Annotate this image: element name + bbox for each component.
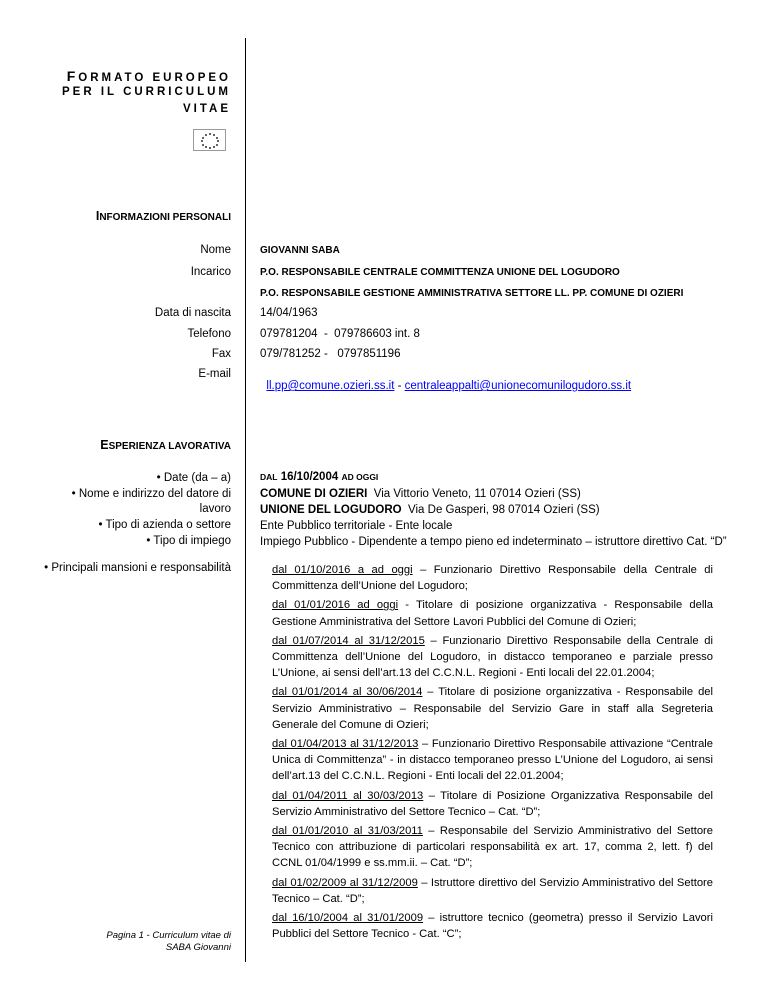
email-link-2[interactable]: centraleappalti@unionecomunilogudoro.ss.it [404, 380, 632, 392]
duty-item: dal 01/01/2016 ad oggi - Titolare di posizione organizzativa - Responsabile della Gestione Amministrativa del Settore Lavori Pubblici del Comune di Ozieri; [272, 599, 714, 628]
section-work-experience: ESPERIENZA LAVORATIVA [100, 438, 231, 452]
label-date: • Date (da – a) [156, 472, 231, 484]
label-data-nascita: Data di nascita [154, 307, 231, 319]
duties-list [272, 562, 713, 945]
value-employment: Impiego Pubblico - Dipendente a tempo pieno ed indeterminato – istruttore direttivo Cat. “D” [260, 536, 727, 548]
footer-line-1: Pagina 1 - Curriculum vitae di [106, 930, 231, 941]
value-nome: GIOVANNI SABA [260, 245, 340, 256]
email-link-1[interactable]: ll.pp@comune.ozieri.ss.it [266, 380, 395, 392]
value-employer-2: UNIONE DEL LOGUDORO Via De Gasperi, 98 07014 Ozieri (SS) [260, 504, 600, 516]
duty-item: dal 01/04/2013 al 31/12/2013 – Funzionario Direttivo Responsabile attivazione “Centrale Unica di Committenza” - in distacco temporaneo presso L’Unione del Logudoro, ai sensi dell’art.13 del C.C.N.L. Regioni - Enti locali del 22.01.2004; [272, 738, 713, 783]
value-data-nascita: 14/04/1963 [260, 307, 318, 319]
footer-line-2: SABA Giovanni [165, 942, 231, 953]
value-date: DAL 16/10/2004 AD OGGI [260, 471, 379, 483]
label-nome: Nome [200, 244, 231, 256]
duty-item: dal 01/01/2010 al 31/03/2011 – Responsabile del Servizio Amministrativo del Settore Tecnico con attribuzione di particolari responsabilità ex art. 17, comma 2, lett. f) del CCNL 01/04/1999 e ss.mm.ii. – Cat. “D”; [272, 825, 713, 870]
cv-title-line-3: VITAE [182, 103, 231, 115]
cv-title-line-2: PER IL CURRICULUM [62, 86, 231, 98]
label-duties: • Principali mansioni e responsabilità [44, 562, 231, 574]
eu-flag-icon [193, 129, 226, 151]
cv-title-line-1: FORMATO EUROPEO [66, 68, 231, 84]
label-employer-line-2: lavoro [199, 503, 231, 515]
label-sector: • Tipo di azienda o settore [98, 519, 231, 531]
label-fax: Fax [211, 348, 231, 360]
label-incarico: Incarico [190, 266, 231, 278]
duty-item: dal 01/07/2014 al 31/12/2015 – Funzionario Direttivo Responsabile della Centrale di Committenza dell’Unione del Logudoro, in distacco temporaneo e parziale presso L’Unione, ai sensi dell’art.13 del C.C.N.L. Regioni - Enti locali del 22.01.2004; [272, 634, 713, 680]
label-employment: • Tipo di impiego [146, 535, 231, 547]
duty-item: dal 01/10/2016 a ad oggi – Funzionario Direttivo Responsabile della Centrale di Committenza dell’Unione del Logudoro; [272, 564, 714, 593]
value-employer-1: COMUNE DI OZIERI Via Vittorio Veneto, 11 07014 Ozieri (SS) [260, 488, 581, 500]
label-email: E-mail [198, 368, 231, 380]
duty-item: dal 16/10/2004 al 31/01/2009 – istruttore tecnico (geometra) presso il Servizio Lavori Pubblici del Settore Tecnico - Cat. “C”; [272, 912, 713, 941]
duty-item: dal 01/01/2014 al 30/06/2014 – Titolare di posizione organizzativa - Responsabile del Servizio Amministrativo – Responsabile del Servizio Gare in staff alla Segreteria Generale del Comune di Ozieri; [272, 686, 713, 731]
value-incarico-1: P.O. RESPONSABILE CENTRALE COMMITTENZA UNIONE DEL LOGUDORO [260, 267, 620, 278]
label-employer-line-1: • Nome e indirizzo del datore di [71, 488, 231, 500]
value-fax: 079/781252 - 0797851196 [260, 348, 401, 360]
duty-item: dal 01/02/2009 al 31/12/2009 – Istruttore direttivo del Servizio Amministrativo del Settore Tecnico – Cat. “D”; [272, 876, 714, 905]
section-personal-info: INFORMAZIONI PERSONALI [95, 209, 231, 223]
column-divider [245, 38, 246, 962]
value-email [260, 368, 631, 392]
value-telefono: 079781204 - 079786603 int. 8 [260, 328, 420, 340]
email-separator: - [394, 380, 405, 392]
page-footer [106, 930, 231, 954]
duty-item: dal 01/04/2011 al 30/03/2013 – Titolare di Posizione Organizzativa Responsabile del Servizio Amministrativo del Settore Tecnico – Cat. “D”; [272, 789, 713, 818]
label-telefono: Telefono [187, 328, 231, 340]
value-incarico-2: P.O. RESPONSABILE GESTIONE AMMINISTRATIVA SETTORE LL. PP. COMUNE DI OZIERI [260, 288, 684, 299]
value-sector: Ente Pubblico territoriale - Ente locale [260, 520, 453, 532]
